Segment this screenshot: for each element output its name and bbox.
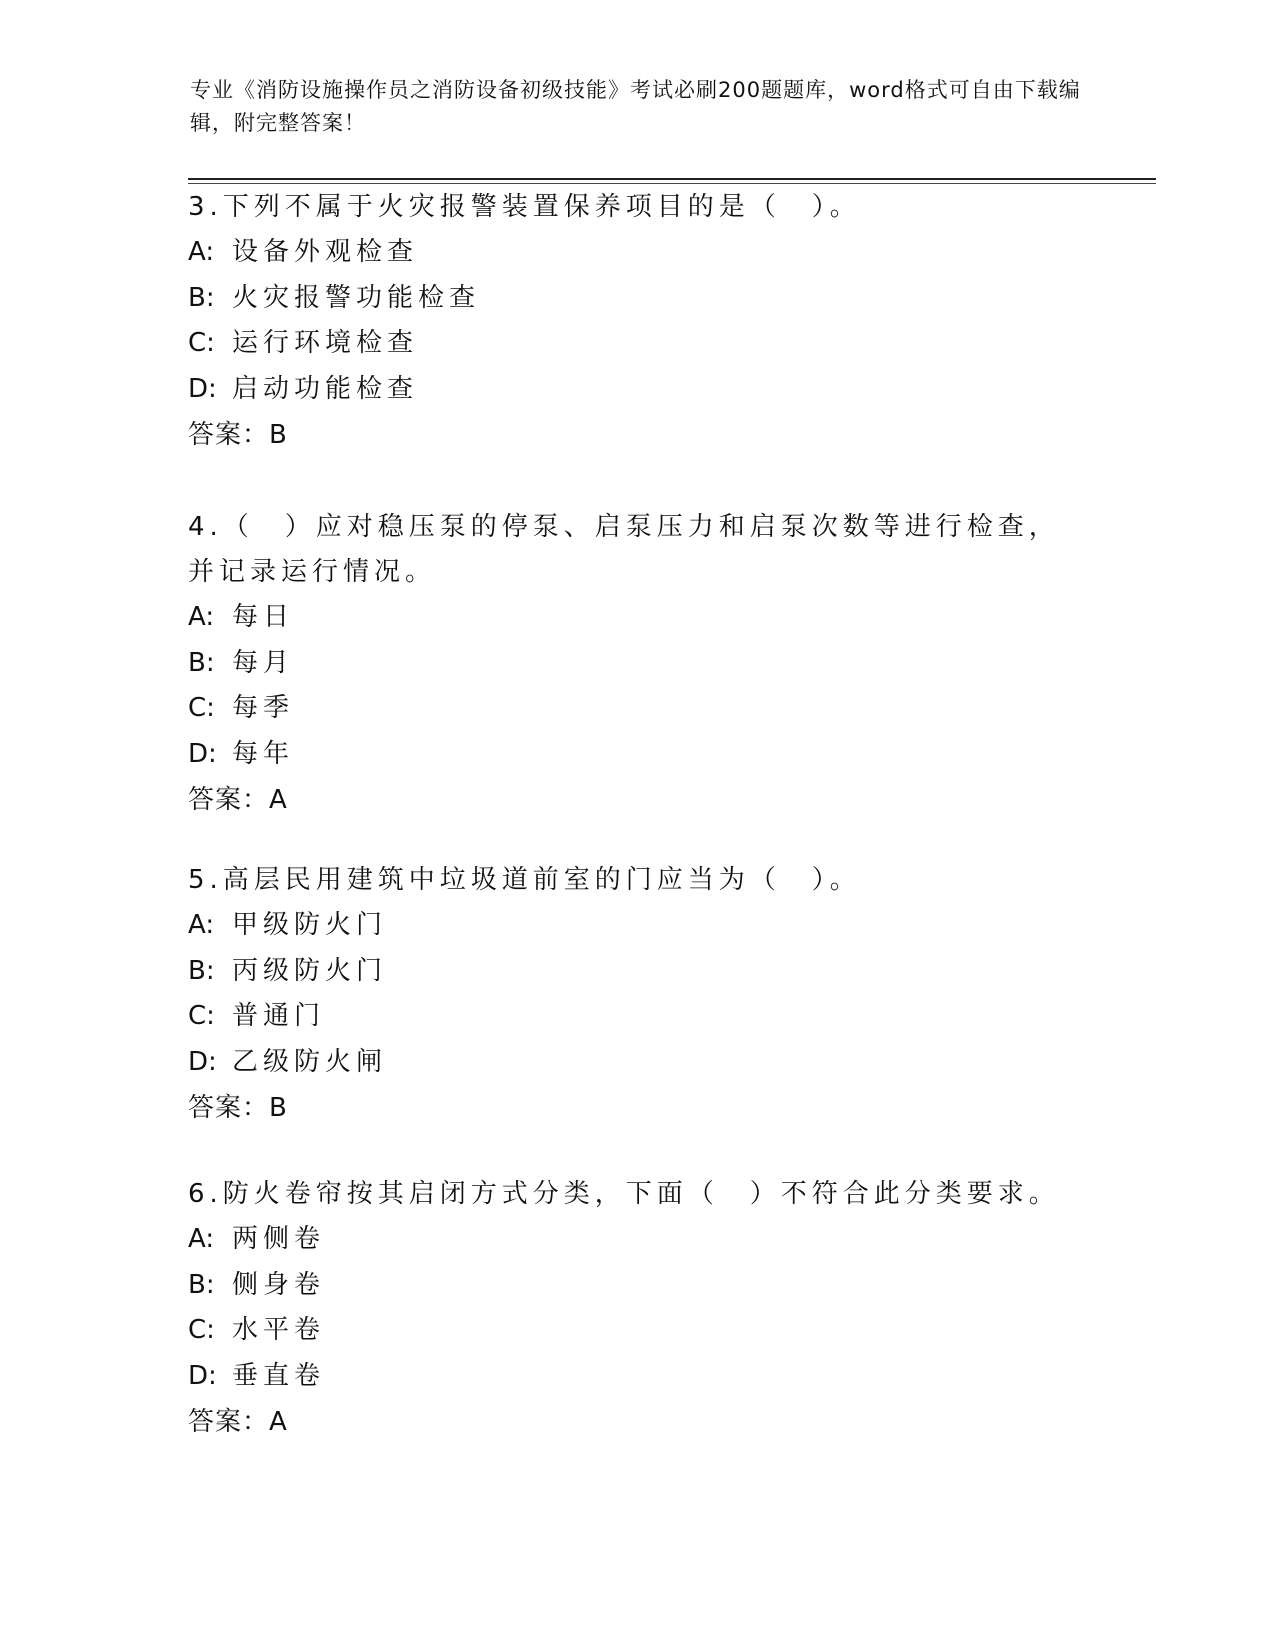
answer-line: 答案：A [188, 785, 288, 815]
question-stem: 6.防火卷帘按其启闭方式分类，下面（ ）不符合此分类要求。 [188, 1179, 1060, 1209]
option-key: B: [188, 282, 215, 313]
option-text: 乙级防火闸 [232, 1046, 388, 1077]
option-key: B: [188, 1269, 215, 1300]
question-6 [188, 1172, 1088, 1445]
option-key: A: [188, 602, 215, 632]
option-c [188, 994, 1088, 1040]
option-key: A: [188, 910, 215, 940]
option-text: 甲级防火门 [232, 910, 388, 940]
answer-line: 答案：B [188, 1093, 288, 1123]
option-d [188, 1040, 1088, 1086]
option-text: 每年 [232, 738, 295, 769]
option-key: D: [188, 373, 217, 404]
option-text: 运行环境检查 [232, 328, 419, 358]
option-d [188, 732, 1088, 778]
document-header: 专业《消防设施操作员之消防设备初级技能》考试必刷200题题库，word格式可自由下载编辑，附完整答案！ [190, 78, 1081, 135]
question-5 [188, 858, 1088, 1131]
option-b [188, 276, 1088, 322]
option-key: C: [188, 1001, 215, 1031]
option-text: 两侧卷 [232, 1224, 326, 1254]
option-text: 设备外观检查 [232, 237, 419, 267]
option-key: A: [188, 1224, 215, 1254]
option-d [188, 367, 1088, 413]
header-divider-thin [188, 183, 1156, 184]
question-3 [188, 185, 1088, 458]
answer-line: 答案：B [188, 420, 288, 450]
option-text: 侧身卷 [232, 1269, 326, 1300]
option-key: A: [188, 237, 215, 267]
option-key: D: [188, 738, 217, 769]
option-text: 丙级防火门 [232, 955, 388, 986]
option-key: D: [188, 1046, 217, 1077]
option-text: 每月 [232, 647, 295, 678]
option-key: C: [188, 328, 215, 358]
option-b [188, 641, 1088, 687]
question-stem: 3.下列不属于火灾报警装置保养项目的是（ ）。 [188, 192, 861, 222]
option-text: 每季 [232, 693, 295, 723]
option-key: C: [188, 693, 215, 723]
option-b [188, 1263, 1088, 1309]
option-text: 垂直卷 [232, 1360, 326, 1391]
option-c [188, 686, 1088, 732]
option-a [188, 595, 1088, 641]
option-c [188, 321, 1088, 367]
option-key: B: [188, 647, 215, 678]
option-a [188, 230, 1088, 276]
answer-line: 答案：A [188, 1407, 288, 1437]
option-d [188, 1354, 1088, 1400]
option-c [188, 1308, 1088, 1354]
option-text: 启动功能检查 [232, 373, 419, 404]
question-4 [188, 505, 1088, 823]
option-a [188, 903, 1088, 949]
option-b [188, 949, 1088, 995]
header-divider-thick [188, 178, 1156, 180]
option-text: 水平卷 [232, 1315, 326, 1345]
option-text: 普通门 [232, 1001, 326, 1031]
option-key: B: [188, 955, 215, 986]
option-key: D: [188, 1360, 217, 1391]
question-stem: 5.高层民用建筑中垃圾道前室的门应当为（ ）。 [188, 865, 861, 895]
option-key: C: [188, 1315, 215, 1345]
question-stem: 4.（ ）应对稳压泵的停泵、启泵压力和启泵次数等进行检查，并记录运行情况。 [188, 512, 1060, 587]
option-text: 每日 [232, 602, 295, 632]
option-a [188, 1217, 1088, 1263]
option-text: 火灾报警功能检查 [232, 282, 481, 313]
